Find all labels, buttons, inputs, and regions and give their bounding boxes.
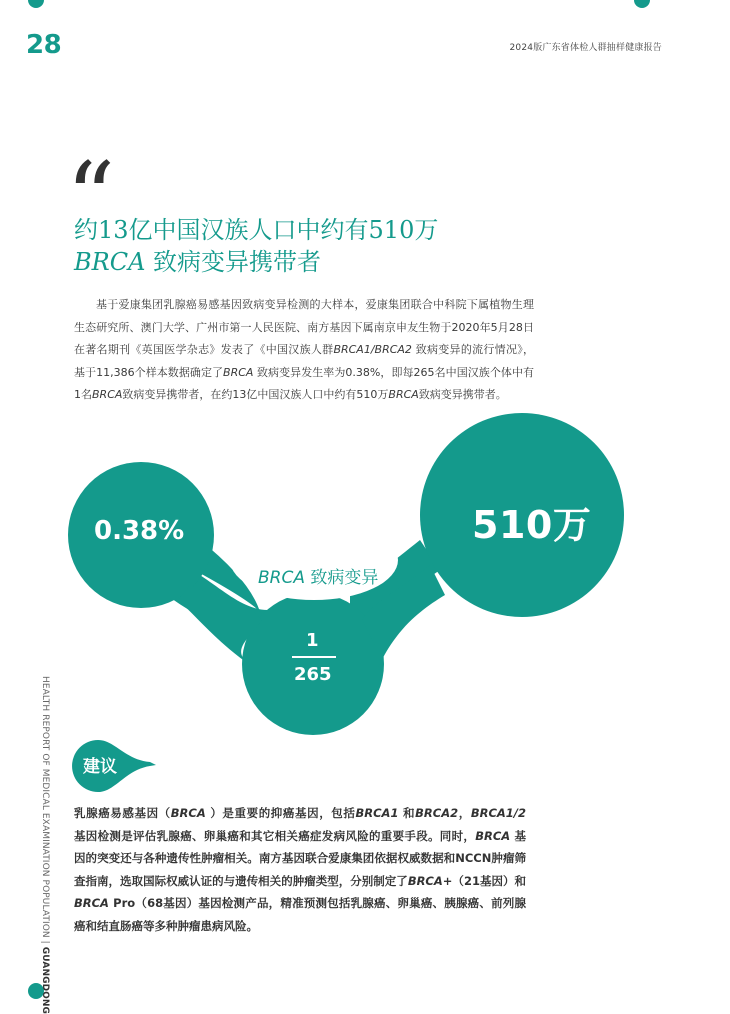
blob-valley bbox=[230, 520, 398, 600]
fraction-line bbox=[292, 656, 336, 658]
side-text-left: HEALTH REPORT OF MEDICAL EXAMINATION POPULATION | bbox=[40, 676, 50, 947]
advice-text-6: 基因的突变还与各种遗传性肿瘤相关。南方基因联合爱康集团依据权威数据和NCCN肿瘤筛查指南，选取国际权威认证的与遗传相关的肿瘤类型，分别制定了 bbox=[74, 828, 526, 888]
advice-text-3: 和 bbox=[398, 806, 416, 820]
advice-em-4: BRCA1/2 bbox=[470, 806, 526, 820]
stat-label-rest: 致病变异 bbox=[304, 568, 379, 588]
advice-em-7: BRCA bbox=[74, 896, 109, 910]
advice-text-1: 乳腺癌易感基因（ bbox=[74, 806, 171, 820]
intro-em-4: BRCA bbox=[388, 388, 419, 401]
intro-text-4: 致病变异携带者，在约13亿中国汉族人口中约有510万 bbox=[122, 388, 389, 401]
advice-em-2: BRCA1 bbox=[355, 806, 399, 820]
headline-line-2-rest: 致病变异携带者 bbox=[145, 248, 322, 276]
advice-text-7: （21基因）和 bbox=[452, 873, 526, 888]
intro-text-2: 致病变异的流行情况》，基于11,386个样本数据确定了 bbox=[74, 343, 535, 379]
advice-body bbox=[74, 802, 526, 937]
intro-text-5: 致病变异携带者。 bbox=[418, 388, 507, 401]
intro-em-3: BRCA bbox=[92, 388, 123, 401]
advice-title: 建议 bbox=[83, 757, 117, 777]
quote-mark-icon: “ bbox=[66, 142, 116, 254]
advice-text-2: ）是重要的抑癌基因，包括 bbox=[205, 806, 356, 820]
fraction-denominator: 265 bbox=[294, 664, 332, 685]
intro-text-1: 基于爱康集团乳腺癌易感基因致病变异检测的大样本，爱康集团联合中科院下属植物生理生态研究所、澳门大学、广州市第一人民医院、南方基因下属南京申友生物于2020年5月28日在著名期刊《英国医学杂志》发表了《中国汉族人群 bbox=[74, 298, 534, 356]
headline-line-1: 约13亿中国汉族人口中约有510万 bbox=[74, 216, 439, 244]
side-text-bold: GUANGDONG bbox=[40, 946, 50, 1014]
advice-text-5: 基因检测是评估乳腺癌、卵巢癌和其它相关癌症发病风险的重要手段。同时， bbox=[74, 828, 476, 843]
fraction-numerator: 1 bbox=[306, 630, 319, 651]
stat-rate: 0.38% bbox=[94, 516, 185, 546]
page-number: 28 bbox=[26, 30, 62, 60]
advice-em-5: BRCA bbox=[475, 828, 511, 843]
stat-label bbox=[258, 563, 378, 588]
intro-em-1: BRCA1/BRCA2 bbox=[333, 343, 412, 356]
headline-brca: BRCA bbox=[74, 248, 146, 276]
advice-em-3: BRCA2 bbox=[415, 806, 459, 820]
advice-em-6: BRCA+ bbox=[407, 873, 453, 888]
stat-carriers: 510万 bbox=[472, 503, 592, 547]
advice-em-1: BRCA bbox=[170, 806, 206, 820]
stat-label-brca: BRCA bbox=[258, 568, 305, 588]
intro-em-2: BRCA bbox=[223, 365, 254, 379]
report-title: 2024版广东省体检人群抽样健康报告 bbox=[509, 43, 662, 53]
intro-text-3: 致病变异发生率为0.38%，即每265名中国汉族个体中有1名 bbox=[74, 365, 534, 401]
advice-text-8: Pro（68基因）基因检测产品，精准预测包括乳腺癌、卵巢癌、胰腺癌、前列腺癌和结直肠癌等多种肿瘤患病风险。 bbox=[74, 896, 526, 933]
advice-text-4: ， bbox=[458, 806, 471, 820]
